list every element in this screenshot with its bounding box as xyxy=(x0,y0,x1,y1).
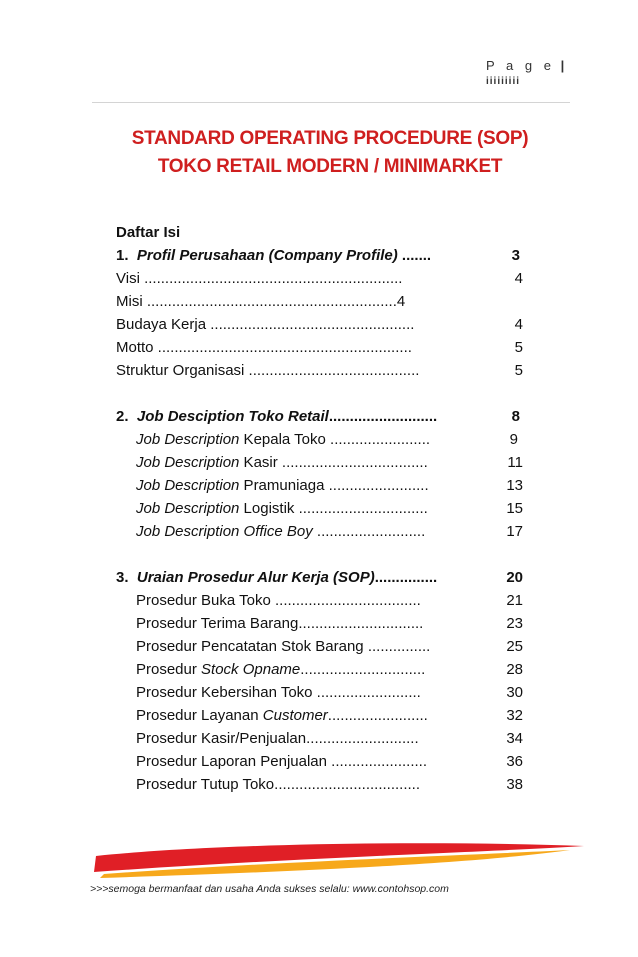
item-italic: Job Description xyxy=(136,454,240,471)
leader-dots: .......................... xyxy=(312,523,426,540)
page-separator: | xyxy=(560,58,565,73)
item-label: Kepala Toko xyxy=(239,431,326,448)
toc-item-kasir-penjualan[interactable] xyxy=(116,727,536,750)
item-label: Motto xyxy=(116,339,154,356)
item-label: Misi xyxy=(116,293,143,310)
leader-dots: ................................................. xyxy=(206,316,415,333)
leader-dots: ............................................................ xyxy=(142,293,397,310)
item-page: 21 xyxy=(506,592,523,609)
toc-item-pencatatan-stok[interactable] xyxy=(116,635,536,658)
toc-item-kepala-toko[interactable] xyxy=(116,428,536,451)
section-number: 1. xyxy=(116,247,129,264)
section-page: 20 xyxy=(506,569,523,586)
item-italic: Job Description xyxy=(136,477,240,494)
toc-item-misi[interactable] xyxy=(116,290,536,313)
item-page: 5 xyxy=(514,362,523,379)
toc-item-office-boy[interactable] xyxy=(116,520,536,543)
toc-item-budaya-kerja[interactable] xyxy=(116,313,536,336)
toc-item-laporan-penjualan[interactable] xyxy=(116,750,536,773)
header-rule xyxy=(92,102,570,103)
item-page: 4 xyxy=(514,316,523,333)
toc-item-tutup-toko[interactable] xyxy=(116,773,536,796)
page-word: P a g e xyxy=(486,58,555,73)
leader-dots: ............... xyxy=(363,638,431,655)
item-label: Logistik xyxy=(239,500,295,517)
toc-heading: Daftar Isi xyxy=(116,224,181,241)
toc-section-uraian-prosedur[interactable] xyxy=(116,566,536,589)
page-header xyxy=(486,58,586,87)
toc-item-motto[interactable] xyxy=(116,336,536,359)
item-page: 13 xyxy=(506,477,523,494)
item-label: Prosedur xyxy=(136,661,202,678)
item-label: Prosedur Kasir/Penjualan xyxy=(136,730,307,747)
toc-item-kasir[interactable] xyxy=(116,451,536,474)
leader-dots: ........................ xyxy=(325,431,431,448)
item-page: 4 xyxy=(514,270,523,287)
item-label: Prosedur Layanan xyxy=(136,707,263,724)
item-label: Prosedur Terima Barang xyxy=(136,615,299,632)
leader-dots: ................................... xyxy=(277,454,428,471)
leader-dots: ............... xyxy=(374,569,438,586)
item-label: Budaya Kerja xyxy=(116,316,207,333)
section-page: 8 xyxy=(511,408,520,425)
item-label: Struktur Organisasi xyxy=(116,362,245,379)
item-label: Visi xyxy=(116,270,140,287)
toc-section-job-description[interactable] xyxy=(116,405,536,428)
toc-item-terima-barang[interactable] xyxy=(116,612,536,635)
item-page: 15 xyxy=(506,500,523,517)
leader-dots: ............................................................. xyxy=(153,339,412,356)
item-label: Kasir xyxy=(239,454,278,471)
item-italic: Job Description xyxy=(136,431,240,448)
spacer xyxy=(116,543,536,566)
leader-dots: ....................... xyxy=(326,753,428,770)
toc-item-stock-opname[interactable] xyxy=(116,658,536,681)
leader-dots: ....... xyxy=(397,247,432,264)
item-page: 17 xyxy=(506,523,523,540)
section-page: 3 xyxy=(511,247,520,264)
item-page: 36 xyxy=(506,753,523,770)
item-page: 28 xyxy=(506,661,523,678)
leader-dots: .............................................................. xyxy=(139,270,403,287)
section-title: Uraian Prosedur Alur Kerja (SOP) xyxy=(136,569,375,586)
item-label: Prosedur Kebersihan Toko xyxy=(136,684,313,701)
toc-item-kebersihan-toko[interactable] xyxy=(116,681,536,704)
item-italic: Customer xyxy=(262,707,328,724)
item-page: 23 xyxy=(506,615,523,632)
item-label: Prosedur Laporan Penjualan xyxy=(136,753,327,770)
leader-dots: .............................. xyxy=(298,615,424,632)
item-page: 5 xyxy=(514,339,523,356)
item-label: Prosedur Tutup Toko xyxy=(136,776,275,793)
toc-item-layanan-customer[interactable] xyxy=(116,704,536,727)
toc-item-logistik[interactable] xyxy=(116,497,536,520)
toc-item-struktur-organisasi[interactable] xyxy=(116,359,536,382)
item-label: Pramuniaga xyxy=(239,477,325,494)
toc-item-buka-toko[interactable] xyxy=(116,589,536,612)
leader-dots: ........................... xyxy=(306,730,419,747)
item-page: 34 xyxy=(506,730,523,747)
item-page: 4 xyxy=(396,293,406,310)
item-italic: Job Description xyxy=(136,500,240,517)
item-page: 38 xyxy=(506,776,523,793)
page-number: iiiiiiiii xyxy=(486,76,521,87)
item-page: 25 xyxy=(506,638,523,655)
leader-dots: .............................. xyxy=(300,661,426,678)
leader-dots: ................................... xyxy=(270,592,421,609)
item-page: 11 xyxy=(507,454,523,471)
item-italic: Stock Opname xyxy=(201,661,301,678)
leader-dots: ......................... xyxy=(312,684,421,701)
item-label: Prosedur Pencatatan Stok Barang xyxy=(136,638,364,655)
leader-dots: ............................... xyxy=(294,500,428,517)
table-of-contents xyxy=(116,221,536,796)
spacer xyxy=(116,382,536,405)
section-number: 3. xyxy=(116,569,129,586)
leader-dots: .......................... xyxy=(328,408,438,425)
leader-dots: ................................... xyxy=(274,776,421,793)
item-page: 9 xyxy=(509,431,518,448)
toc-item-visi[interactable] xyxy=(116,267,536,290)
section-title: Profil Perusahaan (Company Profile) xyxy=(136,247,398,264)
item-italic: Job Description Office Boy xyxy=(136,523,313,540)
leader-dots: ........................ xyxy=(324,477,429,494)
toc-item-pramuniaga[interactable] xyxy=(116,474,536,497)
item-page: 30 xyxy=(506,684,523,701)
leader-dots: ........................ xyxy=(327,707,428,724)
footer-tagline: >>>semoga bermanfaat dan usaha Anda sukses selalu: www.contohsop.com xyxy=(90,883,449,895)
document-title-line-2: TOKO RETAIL MODERN / MINIMARKET xyxy=(157,156,503,177)
item-label: Prosedur Buka Toko xyxy=(136,592,271,609)
toc-section-profil[interactable] xyxy=(116,244,536,267)
leader-dots: ......................................... xyxy=(244,362,420,379)
section-title: Job Desciption Toko Retail xyxy=(136,408,329,425)
item-page: 32 xyxy=(506,707,523,724)
footer-swoosh-graphic xyxy=(90,838,586,880)
document-title-line-1: STANDARD OPERATING PROCEDURE (SOP) xyxy=(131,128,529,149)
section-number: 2. xyxy=(116,408,129,425)
